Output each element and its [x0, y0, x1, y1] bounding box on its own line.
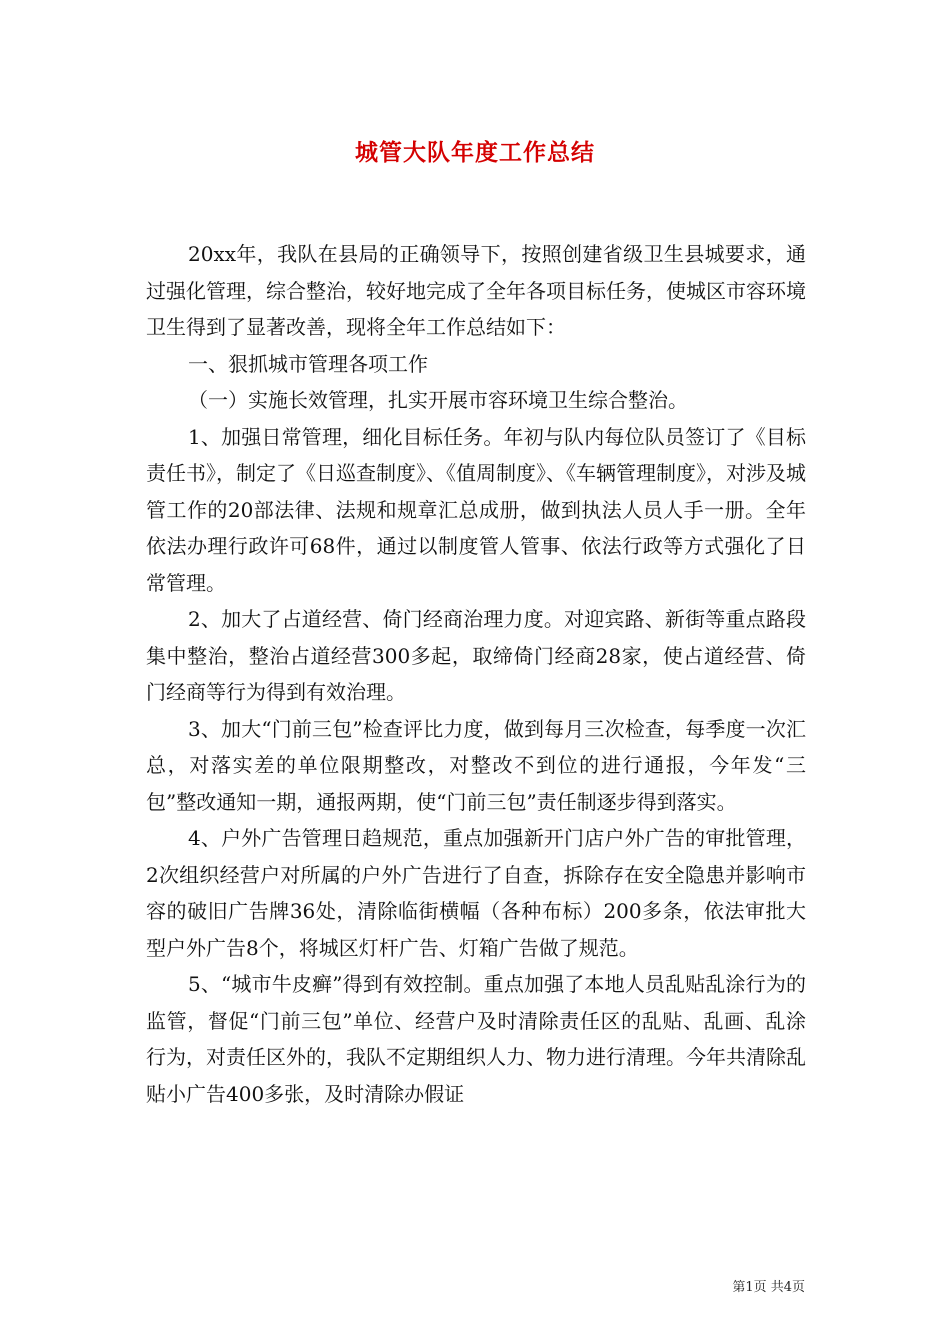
paragraph-intro: 20xx年，我队在县局的正确领导下，按照创建省级卫生县城要求，通过强化管理，综合整治，较好地完成了全年各项目标任务，使城区市容环境卫生得到了显著改善，现将全年工作总结如下： — [146, 242, 806, 339]
paragraph-item-3: 3、加大“门前三包”检查评比力度，做到每月三次检查，每季度一次汇总，对落实差的单位限期整改，对整改不到位的进行通报，今年发“三包”整改通知一期，通报两期，使“门前三包”责任制逐步得到落实。 — [146, 716, 806, 814]
page-number-footer: 第1页 共4页 — [732, 1280, 805, 1295]
document-title: 城管大队年度工作总结 — [355, 139, 595, 166]
paragraph-item-2: 2、加大了占道经营、倚门经商治理力度。对迎宾路、新街等重点路段集中整治，整治占道经营300多起，取缔倚门经商28家，使占道经营、倚门经商等行为得到有效治理。 — [146, 607, 806, 704]
heading-section-1: 一、狠抓城市管理各项工作 — [188, 351, 428, 376]
paragraph-item-1: 1、加强日常管理，细化目标任务。年初与队内每位队员签订了《目标责任书》，制定了《日巡查制度》、《值周制度》、《车辆管理制度》，对涉及城管工作的20部法律、法规和规章汇总成册，做到执法人员人手一册。全年依法办理行政许可68件，通过以制度管人管事、依法行政等方式强化了日常管理。 — [146, 424, 806, 595]
paragraph-item-5: 5、“城市牛皮癣”得到有效控制。重点加强了本地人员乱贴乱涂行为的监管，督促“门前三包”单位、经营户及时清除责任区的乱贴、乱画、乱涂行为，对责任区外的，我队不定期组织人力、物力进行清理。今年共清除乱贴小广告400多张，及时清除办假证 — [146, 972, 806, 1106]
paragraph-item-4: 4、户外广告管理日趋规范，重点加强新开门店户外广告的审批管理，2次组织经营户对所属的户外广告进行了自查，拆除存在安全隐患并影响市容的破旧广告牌36处，清除临街横幅（各种布标）200多条，依法审批大型户外广告8个，将城区灯杆广告、灯箱广告做了规范。 — [146, 826, 806, 960]
heading-subsection-1: （一）实施长效管理，扎实开展市容环境卫生综合整治。 — [188, 388, 688, 412]
document-body — [146, 236, 806, 1112]
